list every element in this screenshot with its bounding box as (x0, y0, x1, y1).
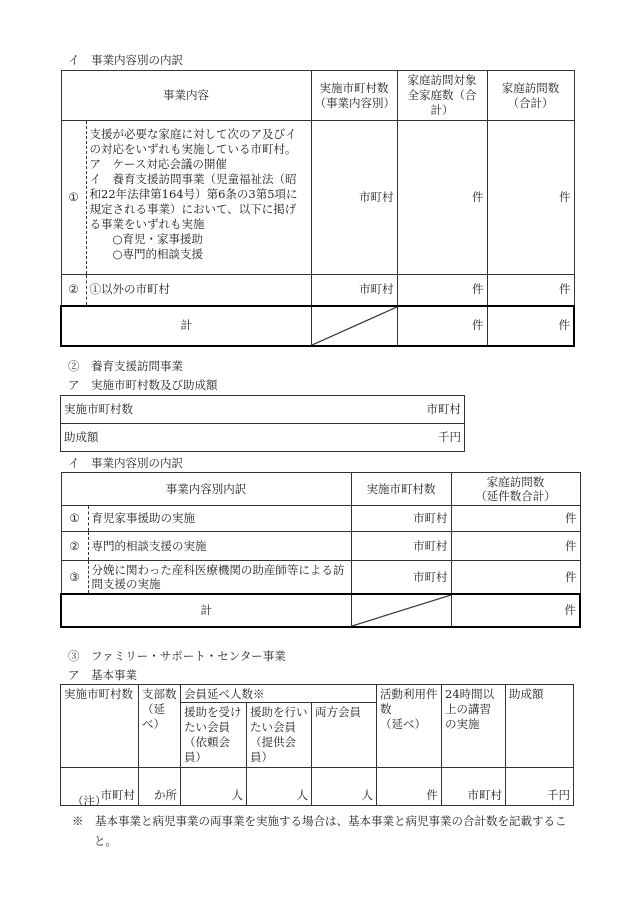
total-row (61, 594, 580, 627)
visit-support-table (60, 472, 581, 628)
grant-cell[interactable]: 千円 (506, 768, 574, 806)
diagonal-cell (351, 594, 451, 627)
municipalities-cell[interactable]: 市町村 (351, 506, 451, 532)
row-content: 育児家事援助の実施 (88, 506, 351, 532)
header-visits: 家庭訪問数 （延件数合計） (451, 473, 580, 506)
header-target-households: 家庭訪問対象 全家庭数（合計） (397, 71, 487, 121)
requesting-members-cell[interactable]: 人 (181, 768, 247, 806)
municipalities-value[interactable]: 市町村 (311, 396, 465, 424)
header-content: 事業内容別内訳 (61, 473, 351, 506)
header-municipalities: 実施市町村数 (61, 685, 139, 768)
subsection-heading: ア 実施市町村数及び助成額 (68, 378, 218, 392)
total-households-cell[interactable]: 件 (397, 306, 487, 346)
header-requesting-members: 援助を受けたい会員 （依頼会員） (181, 703, 247, 768)
subsection-heading: ア 基本事業 (68, 668, 137, 682)
municipalities-cell[interactable]: 市町村 (351, 561, 451, 595)
header-content: 事業内容 (61, 71, 311, 121)
row-number: ② (61, 532, 88, 561)
header-usage: 活動利用件数 （延べ） (377, 685, 442, 768)
diagonal-cell (311, 306, 397, 346)
subsection-heading: イ 事業内容別の内訳 (68, 456, 183, 470)
visits-cell[interactable]: 件 (451, 561, 580, 595)
row-label: 助成額 (61, 424, 311, 452)
row-number: ① (61, 121, 86, 275)
section-heading: ③ ファミリー・サポート・センター事業 (68, 649, 286, 663)
header-grant: 助成額 (506, 685, 574, 768)
note-label: （注） (72, 794, 107, 808)
row-number: ② (61, 275, 86, 306)
total-visits-cell[interactable]: 件 (451, 594, 580, 627)
row-content: 専門的相談支援の実施 (88, 532, 351, 561)
row-content: 分娩に関わった産科医療機関の助産師等による訪問支援の実施 (88, 561, 351, 595)
table-row (61, 532, 580, 561)
branches-cell[interactable]: か所 (139, 768, 181, 806)
visits-cell[interactable]: 件 (451, 532, 580, 561)
header-branches: 支部数 （延べ） (139, 685, 181, 768)
total-label: 計 (61, 306, 311, 346)
municipalities-cell[interactable]: 市町村 (311, 275, 397, 306)
header-municipalities: 実施市町村数 （事業内容別） (311, 71, 397, 121)
total-visits-cell[interactable]: 件 (487, 306, 574, 346)
both-members-cell[interactable]: 人 (312, 768, 377, 806)
providing-members-cell[interactable]: 人 (247, 768, 312, 806)
row-number: ③ (61, 561, 88, 595)
table-row (61, 275, 574, 306)
header-members: 会員延べ人数※ (181, 685, 377, 703)
municipalities-cell[interactable]: 市町村 (61, 768, 139, 806)
header-municipalities: 実施市町村数 (351, 473, 451, 506)
visits-cell[interactable]: 件 (451, 506, 580, 532)
section-heading: イ 事業内容別の内訳 (68, 53, 183, 67)
table-row (61, 121, 574, 275)
row-number: ① (61, 506, 88, 532)
households-cell[interactable]: 件 (397, 121, 487, 275)
training-cell[interactable]: 市町村 (442, 768, 506, 806)
header-visits: 家庭訪問数 （合計） (487, 71, 574, 121)
business-content-table (60, 70, 575, 347)
row-content: ①以外の市町村 (86, 275, 311, 306)
usage-cell[interactable]: 件 (377, 768, 442, 806)
header-providing-members: 援助を行いたい会員 （提供会員） (247, 703, 312, 768)
households-cell[interactable]: 件 (397, 275, 487, 306)
total-row (61, 306, 574, 346)
visits-cell[interactable]: 件 (487, 275, 574, 306)
municipalities-cell[interactable]: 市町村 (311, 121, 397, 275)
table-row (61, 768, 574, 806)
header-training: 24時間以上の講習の実施 (442, 685, 506, 768)
table-row (61, 506, 580, 532)
row-content: 支援が必要な家庭に対して次のア及びイの対応をいずれも実施している市町村。 ア ケース対応会議の開催 イ 養育支援訪問事業（児童福祉法（昭和22年法律第164号）第6条の3第5項に規定される事業）において、以下に掲げる事業をいずれも実施 ○育児・家事援助 ○専門的相談支援 (86, 121, 311, 275)
visits-cell[interactable]: 件 (487, 121, 574, 275)
municipalities-cell[interactable]: 市町村 (351, 532, 451, 561)
header-both-members: 両方会員 (312, 703, 377, 768)
grant-value[interactable]: 千円 (311, 424, 465, 452)
table-row (61, 561, 580, 595)
row-label: 実施市町村数 (61, 396, 311, 424)
municipalities-grant-table (60, 395, 465, 452)
note-text: ※ 基本事業と病児事業の両事業を実施する場合は、基本事業と病児事業の合計数を記載すること。 (72, 814, 567, 848)
total-label: 計 (61, 594, 351, 627)
family-support-table (60, 684, 574, 806)
section-heading: ② 養育支援訪問事業 (68, 359, 183, 373)
